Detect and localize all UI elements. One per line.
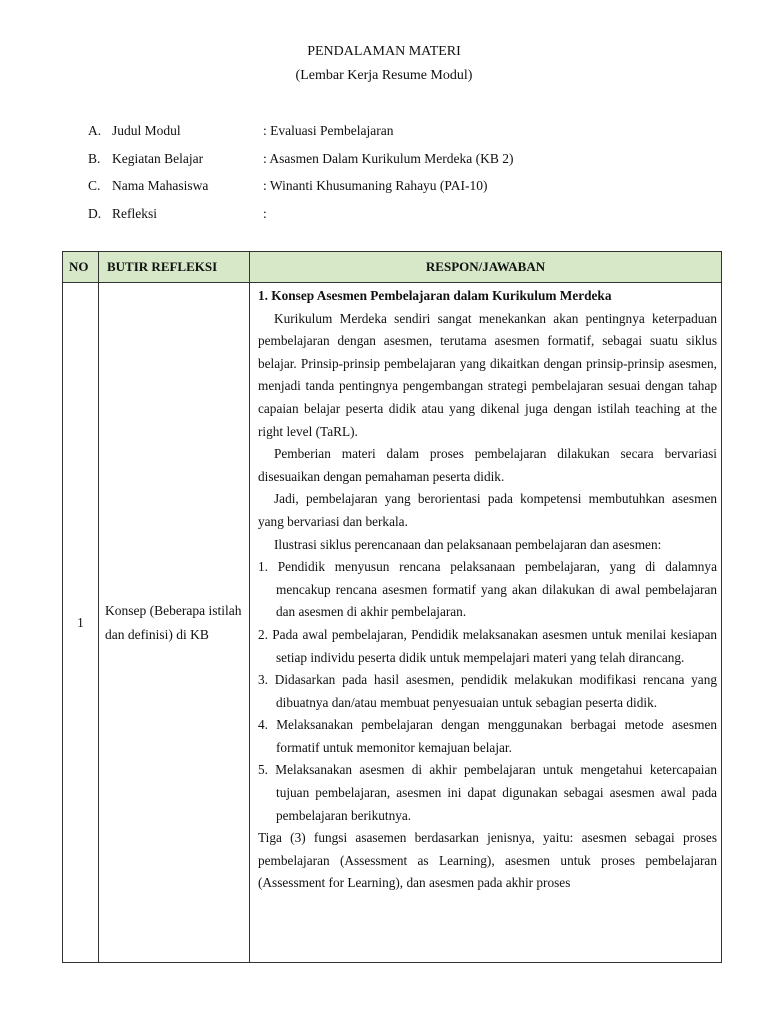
info-letter: B. (88, 150, 101, 166)
respon-paragraph: Jadi, pembelajaran yang berorientasi pada kompetensi membutuhkan asesmen yang bervariasi dan berkala. (258, 491, 717, 529)
info-letter: C. (88, 178, 101, 193)
butir-refleksi-cell: Konsep (Beberapa istilah dan definisi) di KB (99, 283, 250, 963)
table-header-row (63, 252, 722, 283)
info-row-kegiatan-belajar (88, 151, 513, 179)
info-value: : Winanti Khusumaning Rahayu (PAI-10) (263, 178, 488, 193)
respon-heading: 1. Konsep Asesmen Pembelajaran dalam Kurikulum Merdeka (258, 288, 612, 303)
info-label: Refleksi (112, 205, 157, 221)
info-value: : (263, 205, 267, 221)
list-item: 1. Pendidik menyusun rencana pelaksanaan pembelajaran, yang di dalamnya mencakup rencana asesmen formatif yang akan dilakukan di awal pembelajaran dan asesmen di akhir pembelajaran. (258, 559, 717, 620)
info-list (88, 123, 513, 233)
respon-paragraph: Ilustrasi siklus perencanaan dan pelaksanaan pembelajaran dan asesmen: (274, 536, 662, 552)
list-item: 3. Didasarkan pada hasil asesmen, pendidik melakukan modifikasi rencana yang dibuatnya dan/atau membuat penyesuaian untuk sebagian peserta didik. (258, 672, 717, 710)
info-row-refleksi (88, 206, 513, 234)
respon-paragraph: Pemberian materi dalam proses pembelajaran dilakukan secara bervariasi disesuaikan dengan pemahaman peserta didik. (258, 446, 717, 484)
info-label: Nama Mahasiswa (112, 178, 209, 193)
respon-jawaban-cell (250, 283, 722, 963)
info-row-judul-modul (88, 123, 513, 151)
reflection-table (62, 251, 722, 963)
info-value: : Evaluasi Pembelajaran (263, 123, 394, 138)
page-subtitle: (Lembar Kerja Resume Modul) (295, 68, 473, 83)
column-header-respon-jawaban: RESPON/JAWABAN (250, 252, 722, 283)
list-item: 4. Melaksanakan pembelajaran dengan menggunakan berbagai metode asesmen formatif untuk memonitor kemajuan belajar. (258, 717, 717, 755)
list-item: 2. Pada awal pembelajaran, Pendidik melaksanakan asesmen untuk menilai kesiapan setiap individu peserta didik untuk mempelajari materi yang telah dirancang. (258, 626, 717, 665)
respon-paragraph: Tiga (3) fungsi asasemen berdasarkan jenisnya, yaitu: asesmen sebagai proses pembelajaran (Assessment as Learning), asesmen untuk proses pembelajaran (Assessment for Learning), dan asesmen pada akhir proses (258, 830, 717, 891)
info-row-nama-mahasiswa (88, 178, 513, 206)
column-header-no: NO (63, 252, 99, 283)
row-number: 1 (63, 283, 99, 963)
column-header-butir-refleksi: BUTIR REFLEKSI (99, 252, 250, 283)
respon-paragraph: Kurikulum Merdeka sendiri sangat menekankan akan pentingnya keterpaduan pembelajaran dengan asesmen, terutama asesmen formatif, sebagai suatu siklus belajar. Prinsip-prinsip pembelajaran yang dikaitkan dengan prinsip-prinsip asesmen, menjadi tanda pentingnya pengembangan strategi pembelajaran sesuai dengan tahap capaian belajar peserta didik atau yang dikenal juga dengan istilah teaching at the right level (TaRL). (258, 310, 717, 439)
table-row (63, 283, 722, 963)
info-letter: A. (88, 123, 102, 138)
page-title: PENDALAMAN MATERI (307, 44, 461, 59)
list-item: 5. Melaksanakan asesmen di akhir pembelajaran untuk mengetahui ketercapaian tujuan pembelajaran, asesmen ini dapat digunakan sebagai asesmen awal pada pembelajaran berikutnya. (258, 762, 717, 823)
info-value: : Asasmen Dalam Kurikulum Merdeka (KB 2) (263, 150, 514, 166)
info-letter: D. (88, 205, 102, 221)
info-label: Judul Modul (112, 123, 181, 138)
info-label: Kegiatan Belajar (112, 150, 204, 166)
